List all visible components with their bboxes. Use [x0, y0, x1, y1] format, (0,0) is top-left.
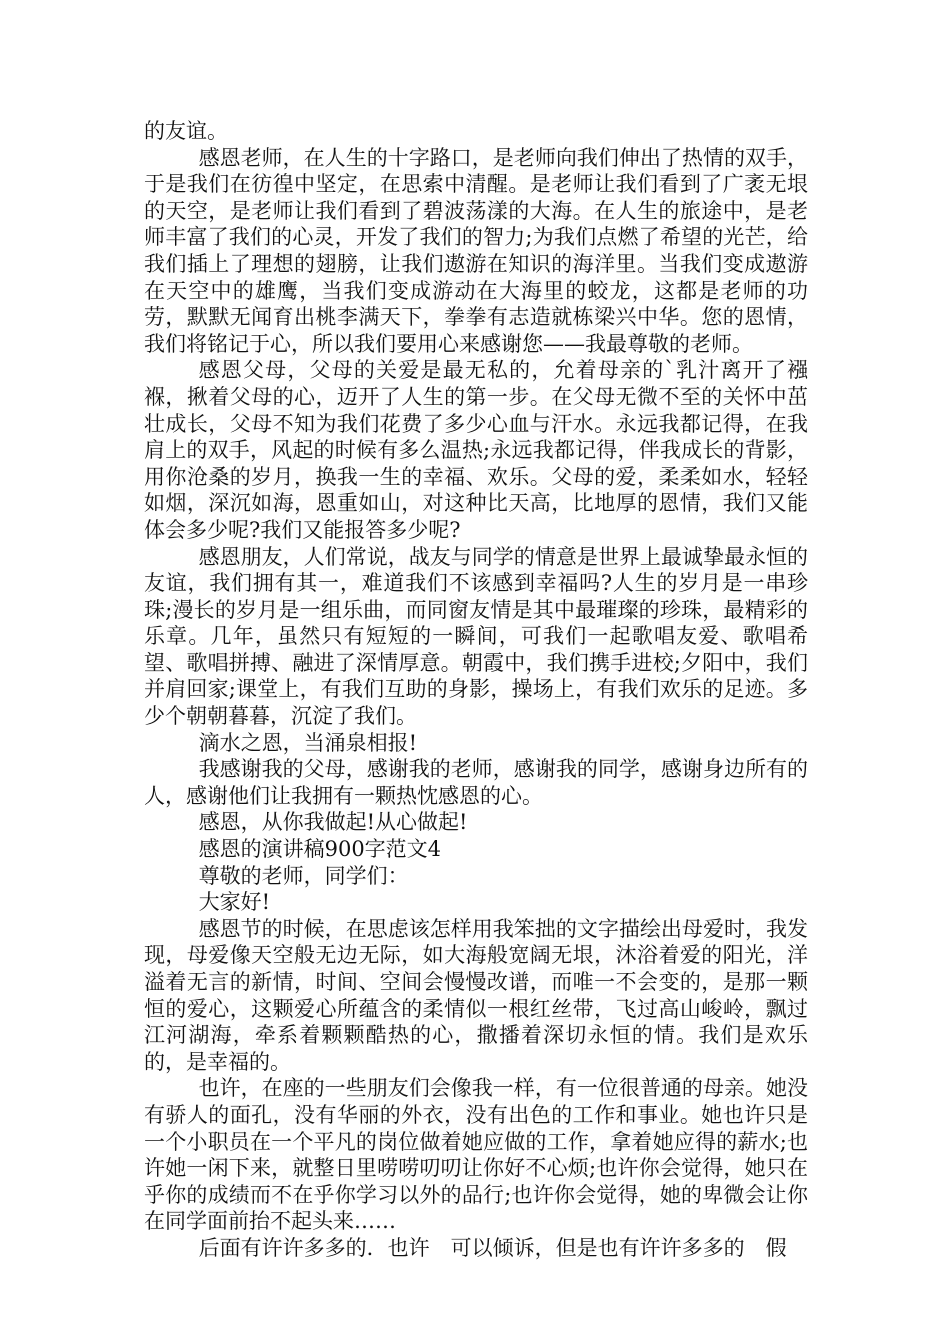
paragraph-2: 感恩老师，在人生的十字路口，是老师向我们伸出了热情的双手，于是我们在彷徨中坚定，在思索中清醒。是老师让我们看到了广袤无垠的天空，是老师让我们看到了碧波荡漾的大海。在人生的旅途中，是老师丰富了我们的心灵，开发了我们的智力;为我们点燃了希望的光芒，给我们插上了理想的翅膀，让我们遨游在知识的海洋里。当我们变成遨游在天空中的雄鹰，当我们变成游动在大海里的蛟龙，这都是老师的功劳，默默无闻育出桃李满天下，拳拳有志造就栋梁兴中华。您的恩情，我们将铭记于心，所以我们要用心来感谢您——我最尊敬的老师。 — [144, 145, 808, 356]
paragraph-11: 感恩节的时候，在思虑该怎样用我笨拙的文字描绘出母爱时，我发现，母爱像天空般无边无际，如大海般宽阔无垠，沐浴着爱的阳光，洋溢着无言的新情，时间、空间会慢慢改谱，而唯一不会变的，是那一颗恒的爱心，这颗爱心所蕴含的柔情似一根红丝带，飞过高山峻岭，飘过江河湖海，牵系着颗颗酷热的心，撒播着深切永恒的情。我们是欢乐的，是幸福的。 — [144, 916, 808, 1074]
paragraph-13: 后面有许许多多的．也许 可以倾诉，但是也有许许多多的 假 — [198, 1235, 787, 1260]
paragraph-12: 也许，在座的一些朋友们会像我一样，有一位很普通的母亲。她没有骄人的面孔，没有华丽的外衣，没有出色的工作和事业。她也许只是一个小职员在一个平凡的岗位做着她应做的工作，拿着她应得的薪水;也许她一闲下来，就整日里唠唠叨叨让你好不心烦;也许你会觉得，她只在乎你的成绩而不在乎你学习以外的品行;也许你会觉得，她的卑微会让你在同学面前抬不起头来…… — [144, 1076, 808, 1234]
section-title: 感恩的演讲稿900字范文4 — [198, 837, 442, 862]
salutation: 尊敬的老师，同学们： — [198, 863, 409, 888]
greeting: 大家好! — [198, 890, 271, 915]
paragraph-6: 我感谢我的父母，感谢我的老师，感谢我的同学，感谢身边所有的人，感谢他们让我拥有一颗热忱感恩的心。 — [144, 757, 808, 808]
paragraph-7: 感恩，从你我做起!从心做起! — [198, 810, 468, 835]
document-page — [144, 118, 808, 1262]
paragraph-1: 的友谊。 — [144, 119, 228, 143]
paragraph-3: 感恩父母，父母的关爱是最无私的，允着母亲的`乳汁离开了襁褓，揪着父母的心，迈开了人生的第一步。在父母无微不至的关怀中茁壮成长，父母不知为我们花费了多少心血与汗水。永远我都记得，在我肩上的双手，风起的时候有多么温热;永远我都记得，伴我成长的背影，用你沧桑的岁月，换我一生的幸福、欢乐。父母的爱，柔柔如水，轻轻如烟，深沉如海，恩重如山，对这种比天高，比地厚的恩情，我们又能体会多少呢?我们又能报答多少呢? — [144, 358, 808, 542]
paragraph-5: 滴水之恩，当涌泉相报! — [198, 730, 418, 755]
paragraph-4: 感恩朋友，人们常说，战友与同学的情意是世界上最诚挚最永恒的友谊，我们拥有其一，难道我们不该感到幸福吗?人生的岁月是一串珍珠;漫长的岁月是一组乐曲，而同窗友情是其中最璀璨的珍珠，最精彩的乐章。几年，虽然只有短短的一瞬间，可我们一起歌唱友爱、歌唱希望、歌唱拼搏、融进了深情厚意。朝霞中，我们携手进校;夕阳中，我们并肩回家;课堂上，有我们互助的身影，操场上，有我们欢乐的足迹。多少个朝朝暮暮，沉淀了我们。 — [144, 544, 808, 729]
